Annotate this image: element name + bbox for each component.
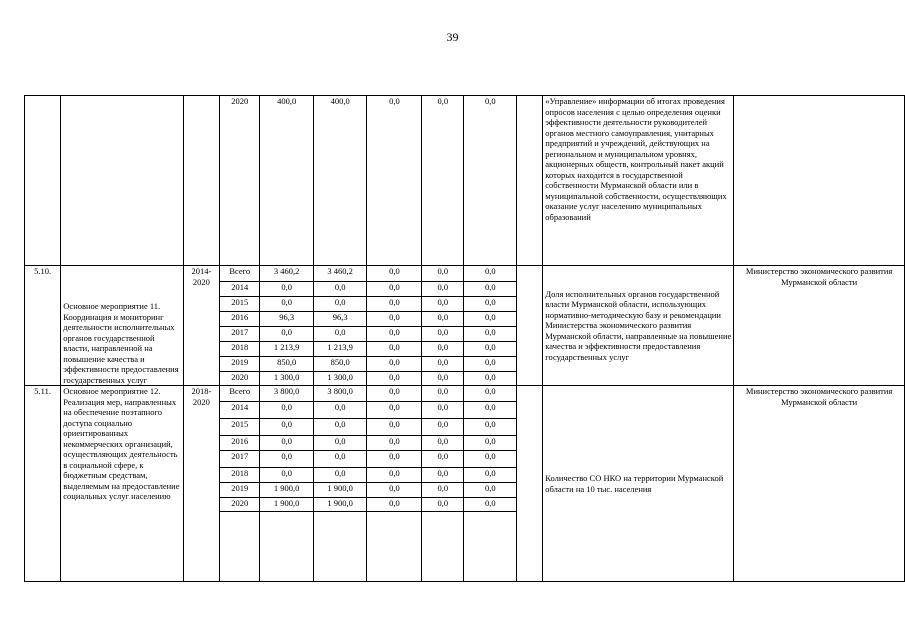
value-cell: 0,0 (367, 282, 422, 297)
value-cell: 850,0 (313, 357, 367, 372)
value-cell: 0,0 (422, 386, 464, 402)
filler-cell (422, 512, 464, 582)
value-cell: 0,0 (260, 451, 314, 468)
value-cell: 0,0 (464, 436, 517, 451)
filler-cell (367, 512, 422, 582)
year-cell: Всего (220, 266, 260, 282)
value-cell: 96,3 (313, 312, 367, 327)
year-cell: 2018 (220, 468, 260, 483)
value-cell: 1 900,0 (313, 498, 367, 512)
indicator-cell: Доля исполнительных органов государственной власти Мурманской области, использующих нормативно-методическую базу и рекомендации Министерства экономического развития Мурманской области, направленные на повышение качества и эффективности предоставления государственных услуг (543, 266, 734, 386)
year-cell: 2020 (220, 96, 260, 266)
value-cell: 0,0 (464, 327, 517, 342)
measure-name: Основное мероприятие 12. Реализация мер, направленных на обеспечение поэтапного доступа социально ориентированных некоммерческих организаций, осуществляющих деятельность в социальной сфере, к бюджетным средствам, выделяемым на предоставление социальных услуг населению (61, 386, 183, 582)
executor-cell: Министерство экономического развития Мурманской области (734, 266, 905, 386)
value-cell: 0,0 (313, 419, 367, 436)
cont-period-cell (183, 96, 219, 266)
value-cell: 0,0 (464, 342, 517, 357)
value-cell: 0,0 (367, 386, 422, 402)
year-cell: 2018 (220, 342, 260, 357)
value-cell: 0,0 (464, 312, 517, 327)
value-cell: 0,0 (367, 297, 422, 312)
value-cell: 0,0 (464, 282, 517, 297)
indicator-cell: «Управление» информации об итогах проведения опросов населения с целью определения оценки эффективности деятельности руководителей органов местного самоуправления, унитарных предприятий и учреждений, действующих на региональном и муниципальном уровнях, акционерных обществ, контрольный пакет акций которых находится в государственной собственности Мурманской области или в муниципальной собственности, осуществляющих оказание услуг населению муниципальных образований (543, 96, 734, 266)
value-cell: 0,0 (464, 419, 517, 436)
value-cell: 0,0 (464, 357, 517, 372)
value-cell: 0,0 (422, 266, 464, 282)
value-cell: 96,3 (260, 312, 314, 327)
value-cell: 0,0 (422, 312, 464, 327)
row-5-10 (25, 266, 905, 282)
year-cell: 2015 (220, 297, 260, 312)
value-cell: 3 460,2 (260, 266, 314, 282)
value-cell: 3 800,0 (260, 386, 314, 402)
value-cell: 400,0 (313, 96, 367, 266)
row-5-11 (25, 386, 905, 402)
value-cell: 0,0 (367, 498, 422, 512)
year-cell: 2017 (220, 451, 260, 468)
value-cell: 0,0 (464, 498, 517, 512)
value-cell: 0,0 (422, 327, 464, 342)
value-cell: 850,0 (260, 357, 314, 372)
value-cell: 0,0 (422, 468, 464, 483)
value-cell: 0,0 (422, 342, 464, 357)
value-cell: 1 300,0 (313, 372, 367, 386)
value-cell: 0,0 (367, 266, 422, 282)
value-cell: 0,0 (464, 402, 517, 419)
executor-cell: Министерство экономического развития Мурманской области (734, 386, 905, 582)
program-table (24, 95, 905, 582)
value-cell: 0,0 (367, 327, 422, 342)
year-cell: 2020 (220, 498, 260, 512)
value-cell: 0,0 (367, 402, 422, 419)
period-cell: 2014-2020 (183, 266, 219, 386)
value-cell: 0,0 (464, 483, 517, 498)
value-cell: 0,0 (367, 468, 422, 483)
cont-number-cell (25, 96, 61, 266)
value-cell: 0,0 (422, 357, 464, 372)
value-cell: 0,0 (367, 451, 422, 468)
filler-cell (220, 512, 260, 582)
year-cell: 2016 (220, 312, 260, 327)
value-cell: 0,0 (367, 372, 422, 386)
value-cell: 0,0 (313, 468, 367, 483)
value-cell: 0,0 (367, 342, 422, 357)
value-cell: 0,0 (260, 282, 314, 297)
year-cell: Всего (220, 386, 260, 402)
value-cell: 0,0 (367, 436, 422, 451)
indicator-cell: Количество СО НКО на территории Мурманской области на 10 тыс. населения (543, 386, 734, 582)
row-number: 5.10. (25, 266, 61, 386)
value-cell: 0,0 (464, 297, 517, 312)
value-cell: 0,0 (313, 327, 367, 342)
value-cell: 0,0 (313, 436, 367, 451)
value-cell: 0,0 (422, 451, 464, 468)
value-cell: 0,0 (260, 436, 314, 451)
year-cell: 2017 (220, 327, 260, 342)
value-cell: 0,0 (464, 451, 517, 468)
value-cell: 0,0 (422, 372, 464, 386)
page-number: 39 (446, 30, 459, 44)
value-cell: 0,0 (367, 483, 422, 498)
period-cell: 2018-2020 (183, 386, 219, 582)
spacer-cell (517, 96, 543, 266)
spacer-cell (517, 266, 543, 386)
value-cell: 0,0 (260, 327, 314, 342)
value-cell: 0,0 (464, 386, 517, 402)
value-cell: 0,0 (367, 357, 422, 372)
value-cell: 0,0 (422, 419, 464, 436)
cont-name-cell (61, 96, 183, 266)
value-cell: 1 300,0 (260, 372, 314, 386)
year-cell: 2014 (220, 282, 260, 297)
value-cell: 0,0 (422, 297, 464, 312)
value-cell: 0,0 (313, 402, 367, 419)
value-cell: 0,0 (313, 451, 367, 468)
value-cell: 0,0 (313, 297, 367, 312)
value-cell: 0,0 (422, 498, 464, 512)
year-cell: 2019 (220, 483, 260, 498)
value-cell: 400,0 (260, 96, 314, 266)
continuation-row (25, 96, 905, 266)
year-cell: 2014 (220, 402, 260, 419)
value-cell: 0,0 (260, 419, 314, 436)
value-cell: 0,0 (367, 312, 422, 327)
row-number: 5.11. (25, 386, 61, 582)
value-cell: 0,0 (422, 402, 464, 419)
value-cell: 1 213,9 (313, 342, 367, 357)
value-cell: 0,0 (464, 266, 517, 282)
value-cell: 0,0 (422, 282, 464, 297)
year-cell: 2016 (220, 436, 260, 451)
spacer-cell (517, 386, 543, 582)
value-cell: 0,0 (422, 483, 464, 498)
year-cell: 2019 (220, 357, 260, 372)
value-cell: 0,0 (464, 468, 517, 483)
value-cell: 0,0 (464, 96, 517, 266)
value-cell: 1 900,0 (260, 483, 314, 498)
value-cell: 0,0 (313, 282, 367, 297)
year-cell: 2020 (220, 372, 260, 386)
year-cell: 2015 (220, 419, 260, 436)
value-cell: 1 900,0 (313, 483, 367, 498)
filler-cell (313, 512, 367, 582)
value-cell: 3 800,0 (313, 386, 367, 402)
value-cell: 0,0 (260, 402, 314, 419)
filler-cell (464, 512, 517, 582)
value-cell: 0,0 (367, 96, 422, 266)
value-cell: 0,0 (260, 468, 314, 483)
filler-cell (260, 512, 314, 582)
value-cell: 0,0 (260, 297, 314, 312)
value-cell: 0,0 (422, 436, 464, 451)
value-cell: 1 213,9 (260, 342, 314, 357)
value-cell: 0,0 (464, 372, 517, 386)
value-cell: 0,0 (367, 419, 422, 436)
cont-executor-cell (734, 96, 905, 266)
measure-name: Основное мероприятие 11. Координация и мониторинг деятельности исполнительных органов государственной власти, направленной на повышение качества и эффективности предоставления государственных услуг (61, 266, 183, 386)
value-cell: 1 900,0 (260, 498, 314, 512)
value-cell: 0,0 (422, 96, 464, 266)
value-cell: 3 460,2 (313, 266, 367, 282)
